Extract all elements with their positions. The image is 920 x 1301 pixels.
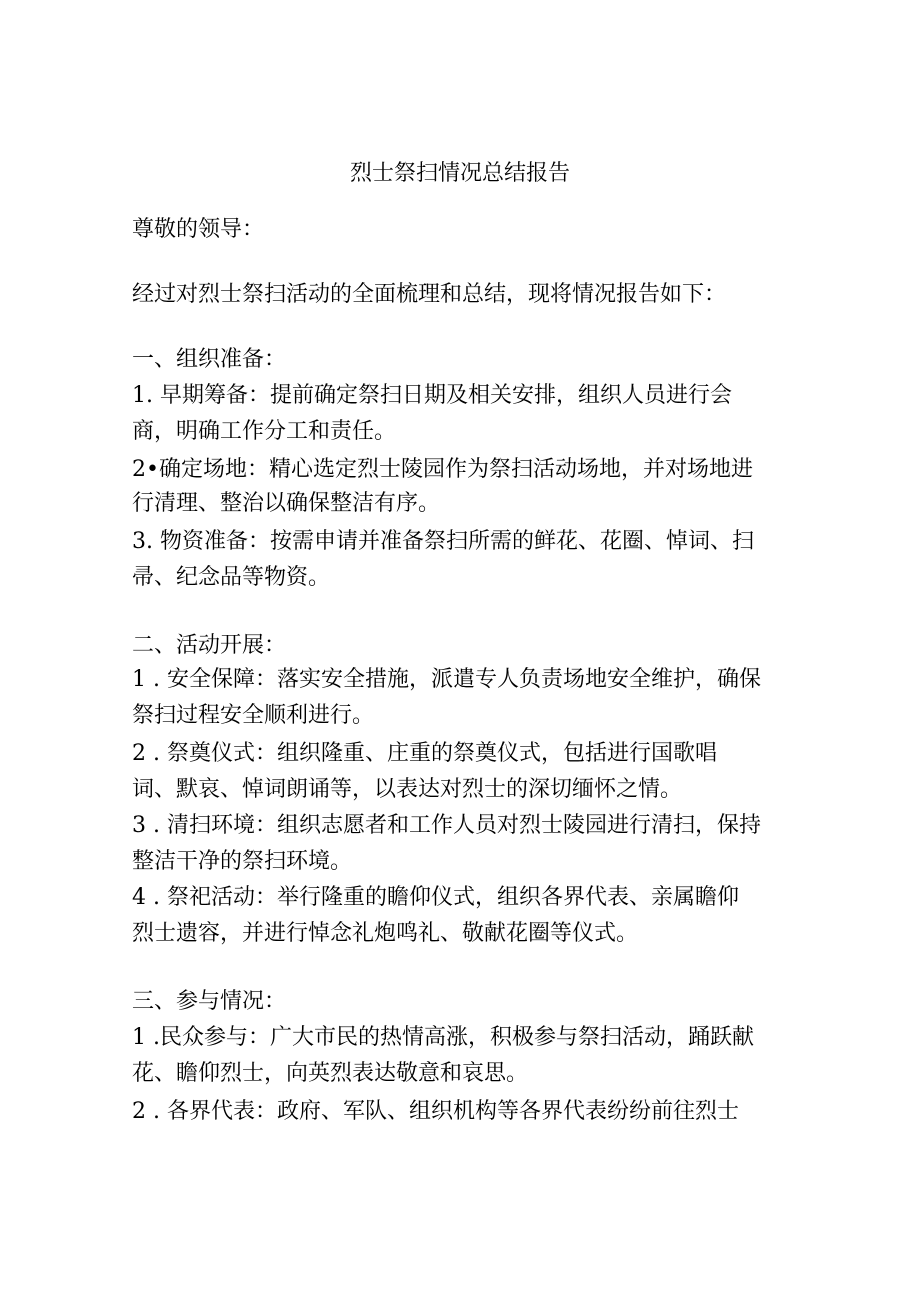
paragraph-line: 3 . 清扫环境：组织志愿者和工作人员对烈士陵园进行清扫，保持 bbox=[132, 813, 761, 838]
paragraph-line: 3. 物资准备：按需申请并准备祭扫所需的鲜花、花圈、悼词、扫 bbox=[132, 529, 754, 554]
document-title: 烈士祭扫情况总结报告 bbox=[349, 161, 570, 186]
paragraph-line: 2 . 祭奠仪式：组织隆重、庄重的祭奠仪式，包括进行国歌唱 bbox=[132, 741, 717, 766]
section-heading-activities: 二、活动开展： bbox=[132, 633, 287, 658]
paragraph-line: 1 .民众参与：广大市民的热情高涨，积极参与祭扫活动，踊跃献 bbox=[132, 1025, 754, 1050]
paragraph-line: 2•确定场地：精心选定烈士陵园作为祭扫活动场地，并对场地进 bbox=[132, 457, 753, 482]
section-heading-organization: 一、组织准备： bbox=[132, 347, 287, 372]
paragraph-line: 花、瞻仰烈士，向英烈表达敬意和哀思。 bbox=[132, 1061, 529, 1086]
paragraph-line: 行清理、整治以确保整洁有序。 bbox=[132, 491, 441, 516]
paragraph-line: 1. 早期筹备：提前确定祭扫日期及相关安排，组织人员进行会 bbox=[132, 383, 732, 408]
paragraph-line: 整洁干净的祭扫环境。 bbox=[132, 849, 353, 874]
paragraph-line: 祭扫过程安全顺利进行。 bbox=[132, 703, 375, 728]
paragraph-line: 4 . 祭祀活动：举行隆重的瞻仰仪式，组织各界代表、亲属瞻仰 bbox=[132, 885, 739, 910]
paragraph-line: 商，明确工作分工和责任。 bbox=[132, 419, 397, 444]
intro-paragraph: 经过对烈士祭扫活动的全面梳理和总结，现将情况报告如下： bbox=[132, 282, 727, 307]
paragraph-line: 1 . 安全保障：落实安全措施，派遣专人负责场地安全维护，确保 bbox=[132, 667, 761, 692]
salutation: 尊敬的领导： bbox=[132, 217, 265, 242]
paragraph-line: 烈士遗容，并进行悼念礼炮鸣礼、敬献花圈等仪式。 bbox=[132, 921, 639, 946]
section-heading-participation: 三、参与情况： bbox=[132, 989, 287, 1014]
paragraph-line: 词、默哀、悼词朗诵等，以表达对烈士的深切缅怀之情。 bbox=[132, 777, 683, 802]
paragraph-line: 帚、纪念品等物资。 bbox=[132, 565, 331, 590]
paragraph-line: 2 . 各界代表：政府、军队、组织机构等各界代表纷纷前往烈士 bbox=[132, 1099, 739, 1124]
